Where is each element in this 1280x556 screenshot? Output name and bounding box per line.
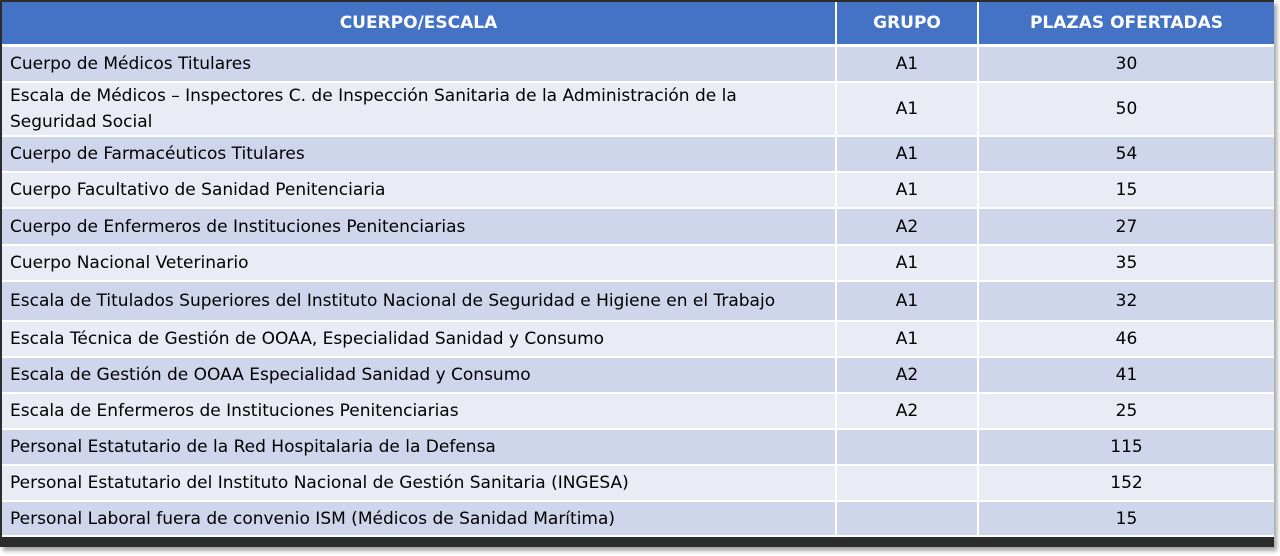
table-row	[2, 82, 1274, 136]
cell-plazas: 30	[978, 46, 1274, 83]
cell-plazas: 115	[978, 429, 1274, 465]
cell-cuerpo: Cuerpo Nacional Veterinario	[2, 245, 836, 281]
table-row	[2, 357, 1274, 393]
cell-plazas: 15	[978, 501, 1274, 536]
cell-grupo: A2	[836, 208, 978, 245]
cell-plazas: 32	[978, 281, 1274, 321]
cell-plazas: 41	[978, 357, 1274, 393]
cell-grupo: A1	[836, 321, 978, 357]
cell-cuerpo: Escala de Gestión de OOAA Especialidad Sanidad y Consumo	[2, 357, 836, 393]
table-row	[2, 46, 1274, 83]
cell-grupo	[836, 429, 978, 465]
cell-grupo: A1	[836, 281, 978, 321]
cell-cuerpo: Cuerpo de Enfermeros de Instituciones Penitenciarias	[2, 208, 836, 245]
table-row	[2, 172, 1274, 208]
table-row	[2, 393, 1274, 429]
header-cuerpo-escala: CUERPO/ESCALA	[2, 2, 836, 46]
cell-cuerpo: Escala de Enfermeros de Instituciones Penitenciarias	[2, 393, 836, 429]
cell-grupo: A1	[836, 172, 978, 208]
cell-cuerpo: Personal Estatutario del Instituto Nacional de Gestión Sanitaria (INGESA)	[2, 465, 836, 501]
cell-cuerpo: Cuerpo de Médicos Titulares	[2, 46, 836, 83]
cell-grupo: A1	[836, 82, 978, 136]
cell-cuerpo: Cuerpo de Farmacéuticos Titulares	[2, 136, 836, 172]
cell-plazas: 50	[978, 82, 1274, 136]
cell-grupo	[836, 501, 978, 536]
cell-grupo: A1	[836, 136, 978, 172]
table-row	[2, 281, 1274, 321]
cell-plazas: 25	[978, 393, 1274, 429]
cell-cuerpo: Escala Técnica de Gestión de OOAA, Especialidad Sanidad y Consumo	[2, 321, 836, 357]
table-row	[2, 245, 1274, 281]
table-row	[2, 321, 1274, 357]
cell-grupo: A2	[836, 393, 978, 429]
cell-cuerpo: Personal Estatutario de la Red Hospitalaria de la Defensa	[2, 429, 836, 465]
header-plazas-ofertadas: PLAZAS OFERTADAS	[978, 2, 1274, 46]
cell-cuerpo: Escala de Titulados Superiores del Instituto Nacional de Seguridad e Higiene en el Trabajo	[2, 281, 836, 321]
table-row	[2, 465, 1274, 501]
cell-grupo: A1	[836, 46, 978, 83]
table-row	[2, 208, 1274, 245]
cell-grupo: A2	[836, 357, 978, 393]
cell-plazas: 15	[978, 172, 1274, 208]
cell-plazas: 35	[978, 245, 1274, 281]
table-row	[2, 429, 1274, 465]
table-row	[2, 501, 1274, 536]
table-header-row	[2, 2, 1274, 46]
cell-plazas: 152	[978, 465, 1274, 501]
cell-cuerpo: Personal Laboral fuera de convenio ISM (Médicos de Sanidad Marítima)	[2, 501, 836, 536]
plazas-table	[2, 2, 1274, 537]
header-grupo: GRUPO	[836, 2, 978, 46]
cell-plazas: 27	[978, 208, 1274, 245]
cell-plazas: 46	[978, 321, 1274, 357]
cell-plazas: 54	[978, 136, 1274, 172]
cell-grupo: A1	[836, 245, 978, 281]
cell-cuerpo: Cuerpo Facultativo de Sanidad Penitenciaria	[2, 172, 836, 208]
cell-cuerpo: Escala de Médicos – Inspectores C. de Inspección Sanitaria de la Administración de la Seguridad Social	[2, 82, 836, 136]
table-row	[2, 136, 1274, 172]
cell-grupo	[836, 465, 978, 501]
